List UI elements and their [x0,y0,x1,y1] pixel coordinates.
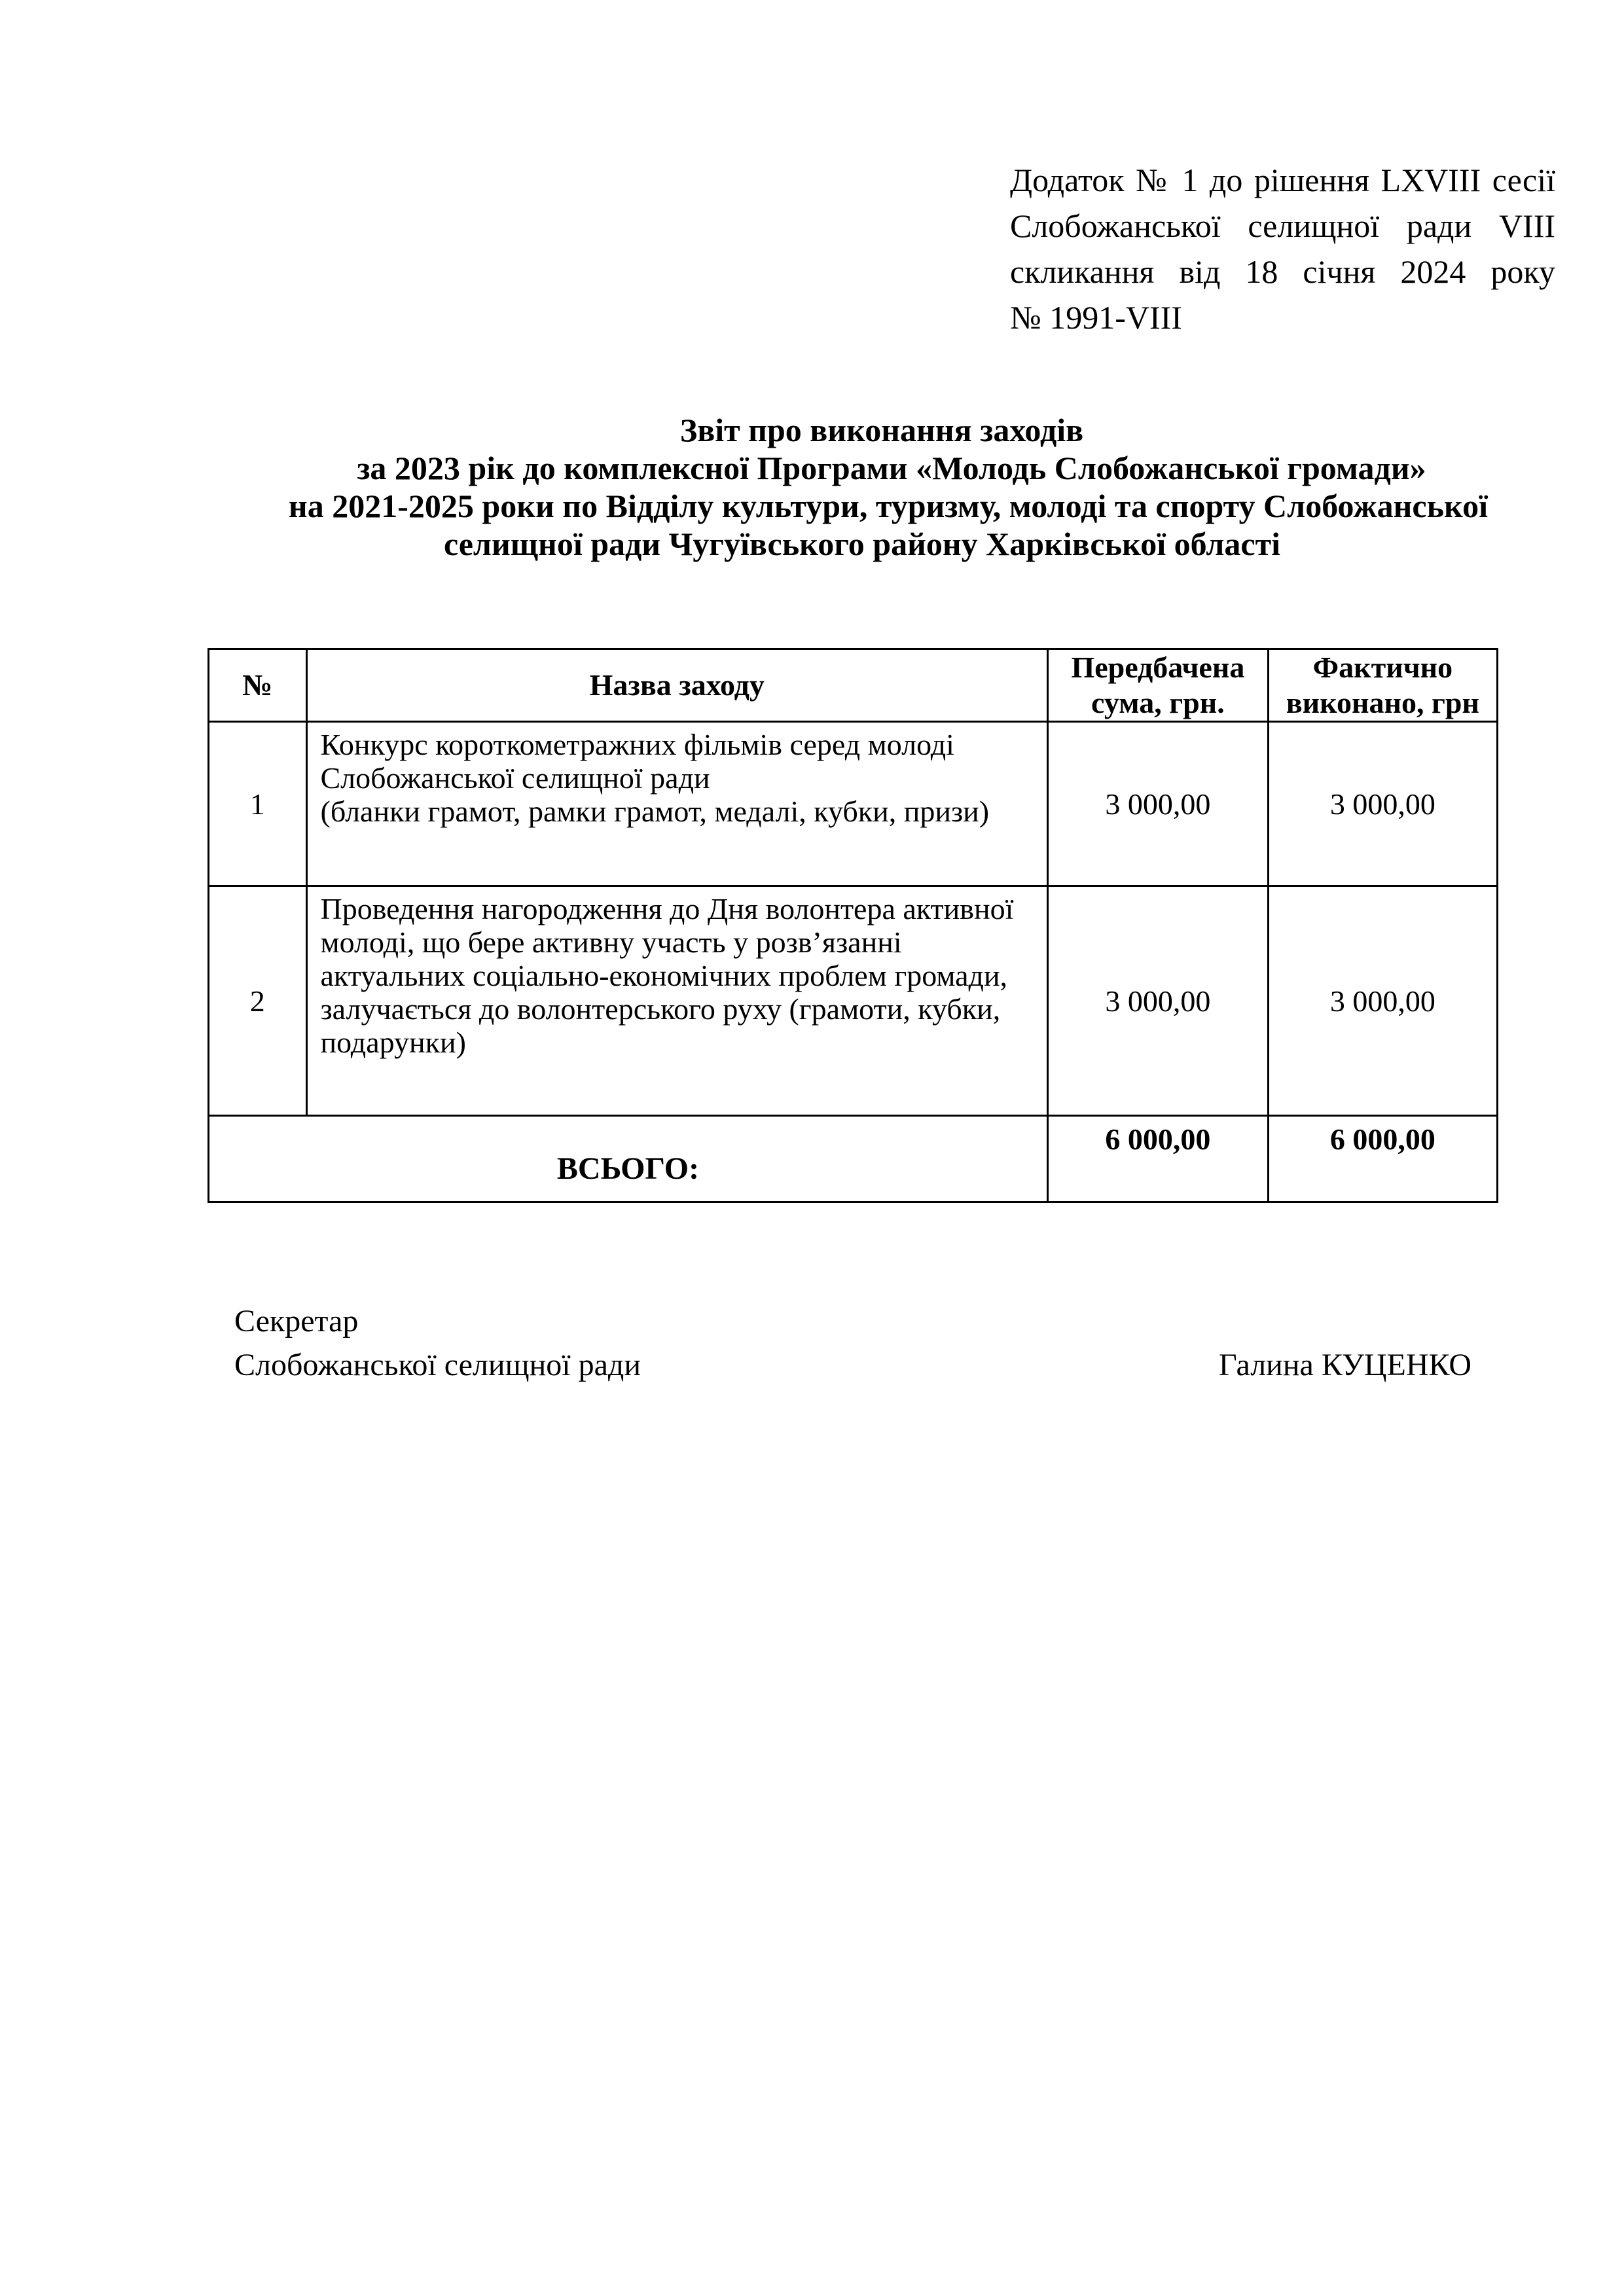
signature-block [234,1299,1471,1387]
header-number: № [209,649,307,722]
total-planned: 6 000,00 [1048,1116,1269,1202]
signer-organization: Слобожанської селищної ради [234,1348,641,1382]
annex-reference [1010,157,1555,340]
row-number: 1 [209,722,307,886]
annex-line: Додаток № 1 до рішення LXVIII сесії [1010,162,1555,198]
annex-line: Слобожанської селищної ради VIII [1010,207,1555,244]
title-line: селищної ради Чугуївського району Харківської області [443,526,1281,562]
title-line: Звіт про виконання заходів [679,412,1084,448]
row-planned: 3 000,00 [1048,722,1269,886]
title-line: за 2023 рік до комплексної Програми «Молодь Слобожанської громади» [357,450,1426,486]
table-header-row [209,649,1498,722]
row-planned: 3 000,00 [1048,886,1269,1116]
table-row [209,722,1498,886]
total-row [209,1116,1498,1202]
title-line: на 2021-2025 роки по Відділу культури, туризму, молоді та спорту Слобожанської [288,488,1489,524]
annex-line: скликання від 18 січня 2024 року [1010,253,1555,290]
document-title [208,411,1556,563]
signer-position: Секретар [234,1304,359,1338]
total-label: ВСЬОГО: [209,1116,1048,1202]
report-table [208,648,1498,1203]
row-actual: 3 000,00 [1268,722,1497,886]
row-name: Проведення нагородження до Дня волонтера активної молоді, що бере активну участь у розв’язанні актуальних соціально-економічних проблем громади, залучається до волонтерського руху (грамоти, кубки, подарунки) [306,886,1048,1116]
header-actual: Фактично виконано, грн [1268,649,1497,722]
table-row [209,886,1498,1116]
row-name: Конкурс короткометражних фільмів серед молоді Слобожанської селищної ради (бланки грамот, рамки грамот, медалі, кубки, призи) [306,722,1048,886]
annex-line: № 1991-VIII [1010,299,1182,336]
total-actual: 6 000,00 [1268,1116,1497,1202]
header-planned: Передбачена сума, грн. [1048,649,1269,722]
row-number: 2 [209,886,307,1116]
header-name: Назва заходу [306,649,1048,722]
signer-name: Галина КУЦЕНКО [1218,1348,1471,1382]
row-actual: 3 000,00 [1268,886,1497,1116]
